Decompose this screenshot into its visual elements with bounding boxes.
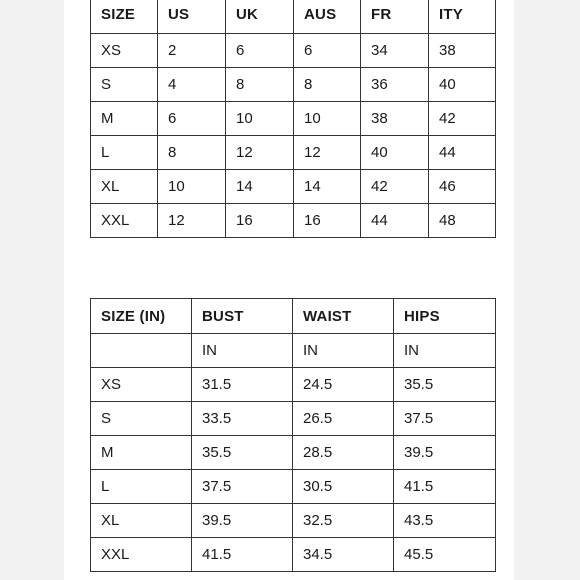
table-row [91, 101, 496, 135]
table-row [91, 436, 496, 470]
table-row [91, 368, 496, 402]
size-label: XXL [91, 203, 158, 237]
size-label: XS [91, 368, 192, 402]
table-cell: 14 [294, 169, 361, 203]
table-cell: 4 [158, 67, 226, 101]
table-row [91, 203, 496, 237]
table-row [91, 67, 496, 101]
table-cell: 44 [429, 135, 496, 169]
table-cell: 24.5 [293, 368, 394, 402]
table-cell: 6 [158, 101, 226, 135]
table-cell: 38 [429, 33, 496, 67]
table-cell: 40 [361, 135, 429, 169]
size-label: S [91, 67, 158, 101]
table-cell: 39.5 [192, 504, 293, 538]
table-cell: 34.5 [293, 538, 394, 572]
table-cell: 48 [429, 203, 496, 237]
table-header-row [91, 0, 496, 33]
table-row [91, 538, 496, 572]
table-cell: 44 [361, 203, 429, 237]
table-row [91, 402, 496, 436]
table-cell: 42 [361, 169, 429, 203]
header-us: US [158, 0, 226, 33]
size-label: XL [91, 169, 158, 203]
size-label: XS [91, 33, 158, 67]
unit-cell: IN [394, 334, 496, 368]
table-cell: 32.5 [293, 504, 394, 538]
table-cell: 10 [158, 169, 226, 203]
table-cell: 45.5 [394, 538, 496, 572]
table-cell: 37.5 [394, 402, 496, 436]
table-row [91, 33, 496, 67]
table-cell: 16 [226, 203, 294, 237]
header-ity: ITY [429, 0, 496, 33]
size-label: XXL [91, 538, 192, 572]
header-fr: FR [361, 0, 429, 33]
table-cell: 8 [158, 135, 226, 169]
table-cell: 41.5 [192, 538, 293, 572]
table-cell: 28.5 [293, 436, 394, 470]
table-cell: 8 [294, 67, 361, 101]
table-cell: 12 [158, 203, 226, 237]
table-cell: 36 [361, 67, 429, 101]
table-row [91, 470, 496, 504]
table-cell: 8 [226, 67, 294, 101]
table-cell: 35.5 [394, 368, 496, 402]
table-cell: 38 [361, 101, 429, 135]
header-hips: HIPS [394, 299, 496, 334]
table-cell: 12 [226, 135, 294, 169]
header-bust: BUST [192, 299, 293, 334]
table-header-row [91, 299, 496, 334]
table-cell: 12 [294, 135, 361, 169]
size-label: XL [91, 504, 192, 538]
size-label: L [91, 135, 158, 169]
table-cell: 37.5 [192, 470, 293, 504]
table-cell: 40 [429, 67, 496, 101]
unit-cell: IN [293, 334, 394, 368]
size-label: M [91, 101, 158, 135]
table-row [91, 169, 496, 203]
table-cell: 34 [361, 33, 429, 67]
table-cell: 10 [226, 101, 294, 135]
table-cell: 2 [158, 33, 226, 67]
table-cell: 14 [226, 169, 294, 203]
table-cell: 46 [429, 169, 496, 203]
table-cell: 30.5 [293, 470, 394, 504]
body-measurements-table [90, 298, 496, 572]
table-cell: 6 [294, 33, 361, 67]
header-uk: UK [226, 0, 294, 33]
size-label: L [91, 470, 192, 504]
size-label: M [91, 436, 192, 470]
table-cell: 16 [294, 203, 361, 237]
table-cell: 39.5 [394, 436, 496, 470]
table-row [91, 135, 496, 169]
header-aus: AUS [294, 0, 361, 33]
table-cell: 43.5 [394, 504, 496, 538]
table-cell: 33.5 [192, 402, 293, 436]
unit-cell: IN [192, 334, 293, 368]
table-cell: 35.5 [192, 436, 293, 470]
table-cell: 31.5 [192, 368, 293, 402]
table-cell: 10 [294, 101, 361, 135]
table-cell: 41.5 [394, 470, 496, 504]
header-waist: WAIST [293, 299, 394, 334]
header-size-in: SIZE (IN) [91, 299, 192, 334]
table-row [91, 504, 496, 538]
unit-cell [91, 334, 192, 368]
table-cell: 42 [429, 101, 496, 135]
size-label: S [91, 402, 192, 436]
table-cell: 6 [226, 33, 294, 67]
table-cell: 26.5 [293, 402, 394, 436]
size-conversion-table [90, 0, 496, 238]
units-row [91, 334, 496, 368]
header-size: SIZE [91, 0, 158, 33]
